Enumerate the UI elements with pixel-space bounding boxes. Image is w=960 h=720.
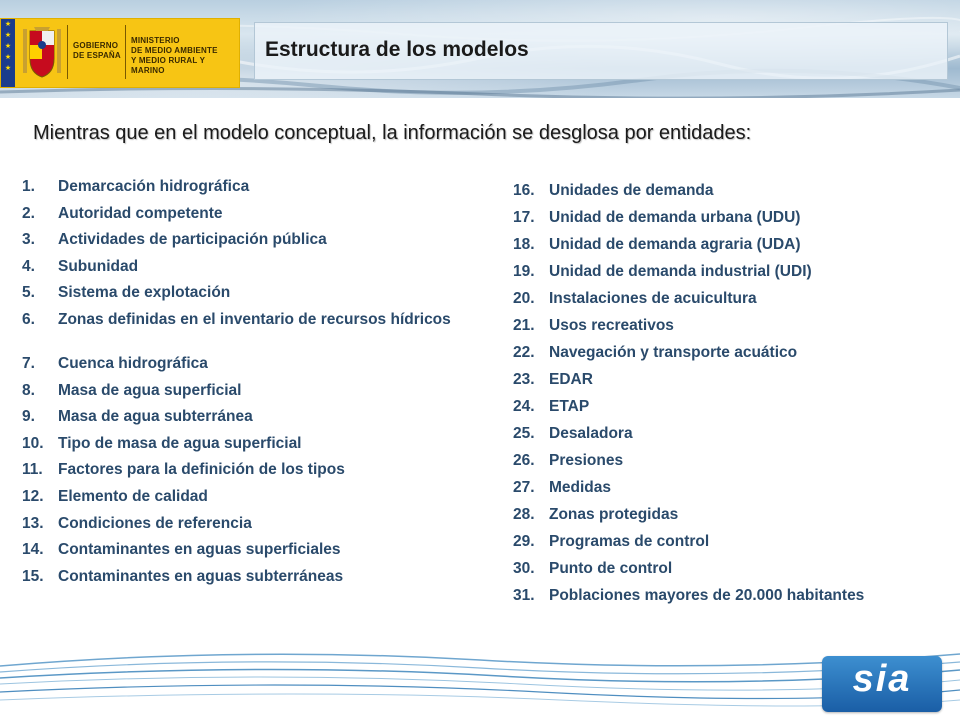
list-item: 7. Cuenca hidrográfica bbox=[22, 354, 208, 372]
list-item: 5. Sistema de explotación bbox=[22, 284, 231, 302]
entity-list-left bbox=[22, 178, 482, 594]
list-item: 11. Factores para la definición de los tipos bbox=[22, 461, 345, 479]
list-item: 26. Presiones bbox=[513, 452, 624, 469]
list-item: 2. Autoridad competente bbox=[22, 204, 223, 222]
list-item: 22. Navegación y transporte acuático bbox=[513, 344, 798, 361]
sia-logo bbox=[822, 656, 942, 712]
list-item: 15. Contaminantes en aguas subterráneas bbox=[22, 567, 344, 585]
list-item: 16. Unidades de demanda bbox=[513, 182, 714, 199]
footer-waves bbox=[0, 640, 960, 720]
list-item: 31. Poblaciones mayores de 20.000 habitantes bbox=[513, 587, 865, 604]
entity-list-right bbox=[513, 182, 943, 614]
list-item: 14. Contaminantes en aguas superficiales bbox=[22, 541, 341, 559]
list-item: 17. Unidad de demanda urbana (UDU) bbox=[513, 209, 801, 226]
list-item: 20. Instalaciones de acuicultura bbox=[513, 290, 757, 307]
header-band bbox=[0, 0, 960, 98]
list-item: 4. Subunidad bbox=[22, 257, 139, 275]
list-item: 1. Demarcación hidrográfica bbox=[22, 178, 250, 195]
list-item: 6. Zonas definidas en el inventario de recursos hídricos bbox=[22, 310, 451, 328]
page-title: Estructura de los modelos bbox=[265, 38, 529, 61]
list-item: 8. Masa de agua superficial bbox=[22, 381, 242, 399]
list-item: 24. ETAP bbox=[513, 398, 590, 415]
list-item: 23. EDAR bbox=[513, 371, 593, 388]
list-item: 28. Zonas protegidas bbox=[513, 506, 679, 523]
list-item: 10. Tipo de masa de agua superficial bbox=[22, 434, 302, 452]
list-item: 12. Elemento de calidad bbox=[22, 487, 208, 505]
list-item: 27. Medidas bbox=[513, 479, 612, 496]
ministerio-label: MINISTERIO DE MEDIO AMBIENTE Y MEDIO RURAL Y MARINO bbox=[131, 36, 218, 75]
government-logo bbox=[0, 18, 240, 88]
gobierno-label: GOBIERNO DE ESPAÑA bbox=[73, 41, 121, 60]
subtitle: Mientras que en el modelo conceptual, la información se desglosa por entidades: bbox=[33, 122, 752, 144]
list-item: 19. Unidad de demanda industrial (UDI) bbox=[513, 263, 812, 280]
list-item: 30. Punto de control bbox=[513, 560, 673, 577]
coat-of-arms-icon bbox=[21, 25, 63, 81]
list-item: 25. Desaladora bbox=[513, 425, 633, 442]
list-item: 9. Masa de agua subterránea bbox=[22, 408, 253, 426]
title-box bbox=[254, 22, 948, 80]
sia-logo-text: sia bbox=[852, 658, 912, 700]
list-item: 13. Condiciones de referencia bbox=[22, 514, 252, 532]
eu-flag-icon: ★ ★ ★ ★ ★ bbox=[1, 19, 15, 87]
list-item: 3. Actividades de participación pública bbox=[22, 231, 327, 249]
list-item: 18. Unidad de demanda agraria (UDA) bbox=[513, 236, 801, 253]
list-item: 29. Programas de control bbox=[513, 533, 710, 550]
list-item: 21. Usos recreativos bbox=[513, 317, 674, 334]
